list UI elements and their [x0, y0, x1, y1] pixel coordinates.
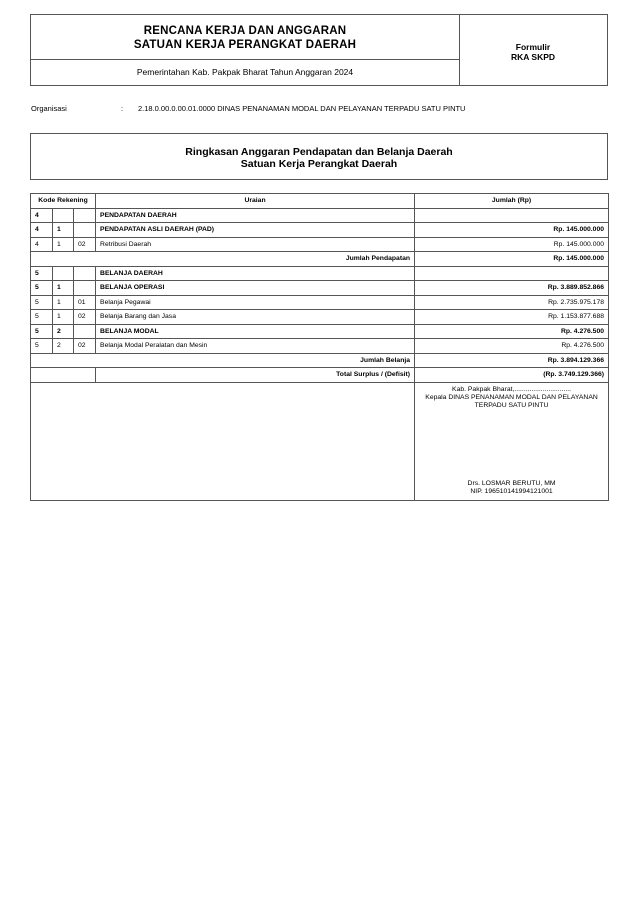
jumlah-belanja-value: Rp. 3.894.129.366 [415, 353, 609, 368]
kode-2: 1 [53, 223, 74, 238]
table-header-row [31, 194, 609, 209]
kode-2 [53, 208, 74, 223]
form-label: Formulir [515, 42, 551, 52]
table-row [31, 324, 609, 339]
jumlah: Rp. 2.735.975.178 [415, 295, 609, 310]
surplus-row [31, 368, 609, 383]
kode-3 [74, 324, 96, 339]
table-row [31, 295, 609, 310]
uraian: BELANJA OPERASI [96, 281, 415, 296]
signature-role-line2: TERPADU SATU PINTU [474, 401, 549, 409]
kode-1: 5 [31, 295, 53, 310]
surplus-label: Total Surplus / (Defisit) [96, 368, 415, 383]
signature-role-line1: Kepala DINAS PENANAMAN MODAL DAN PELAYANAN [425, 393, 598, 401]
kode-2: 1 [53, 237, 74, 252]
kode-2: 2 [53, 324, 74, 339]
jumlah: Rp. 4.276.500 [415, 324, 609, 339]
header-kode-rekening: Kode Rekening [31, 194, 96, 209]
kode-3 [74, 208, 96, 223]
signature-blank [31, 382, 415, 500]
jumlah [415, 208, 609, 223]
uraian: PENDAPATAN DAERAH [96, 208, 415, 223]
header-title-line2: SATUAN KERJA PERANGKAT DAERAH [133, 39, 357, 51]
table-row [31, 208, 609, 223]
kode-3 [74, 266, 96, 281]
form-code: RKA SKPD [510, 52, 556, 62]
jumlah-pendapatan-row [31, 252, 609, 267]
signature-cell [415, 382, 609, 500]
surplus-blank [31, 368, 96, 383]
header-left [31, 15, 460, 85]
jumlah: Rp. 3.889.852.866 [415, 281, 609, 296]
table-row [31, 223, 609, 238]
table-row [31, 237, 609, 252]
kode-2: 1 [53, 310, 74, 325]
kode-1: 5 [31, 310, 53, 325]
table-row [31, 281, 609, 296]
summary-title-line2: Satuan Kerja Perangkat Daerah [240, 158, 398, 170]
surplus-value: (Rp. 3.749.129.366) [415, 368, 609, 383]
kode-1: 5 [31, 266, 53, 281]
organisasi-colon: : [121, 104, 124, 113]
kode-1: 4 [31, 208, 53, 223]
signature-block [419, 383, 604, 499]
header-uraian: Uraian [96, 194, 415, 209]
uraian: PENDAPATAN ASLI DAERAH (PAD) [96, 223, 415, 238]
jumlah-pendapatan-label: Jumlah Pendapatan [31, 252, 415, 267]
kode-1: 5 [31, 339, 53, 354]
uraian: BELANJA MODAL [96, 324, 415, 339]
kode-3: 02 [74, 237, 96, 252]
header-title-box [31, 15, 459, 60]
kode-1: 5 [31, 281, 53, 296]
kode-2: 1 [53, 281, 74, 296]
budget-table [30, 193, 609, 501]
uraian: Belanja Barang dan Jasa [96, 310, 415, 325]
kode-3: 02 [74, 339, 96, 354]
organisasi-label: Organisasi [31, 104, 67, 113]
jumlah-pendapatan-value: Rp. 145.000.000 [415, 252, 609, 267]
document-header [30, 14, 608, 86]
kode-1: 5 [31, 324, 53, 339]
signature-nip: NIP. 196510141994121001 [470, 487, 553, 495]
jumlah: Rp. 4.276.500 [415, 339, 609, 354]
uraian: BELANJA DAERAH [96, 266, 415, 281]
header-subtitle: Pemerintahan Kab. Pakpak Bharat Tahun Anggaran 2024 [136, 67, 354, 77]
kode-3 [74, 281, 96, 296]
form-code-box [459, 15, 607, 85]
table-row [31, 339, 609, 354]
header-jumlah: Jumlah (Rp) [415, 194, 609, 209]
kode-2: 1 [53, 295, 74, 310]
kode-2: 2 [53, 339, 74, 354]
summary-title-box [30, 133, 608, 180]
kode-1: 4 [31, 237, 53, 252]
organisasi-value: 2.18.0.00.0.00.01.0000 DINAS PENANAMAN MODAL DAN PELAYANAN TERPADU SATU PINTU [138, 104, 466, 113]
summary-title-line1: Ringkasan Anggaran Pendapatan dan Belanja Daerah [185, 146, 453, 158]
uraian: Belanja Pegawai [96, 295, 415, 310]
jumlah: Rp. 145.000.000 [415, 223, 609, 238]
signature-place: Kab. Pakpak Bharat,.............................. [452, 385, 572, 393]
jumlah: Rp. 145.000.000 [415, 237, 609, 252]
kode-1: 4 [31, 223, 53, 238]
signature-name: Drs. LOSMAR BERUTU, MM [467, 479, 556, 487]
uraian: Retribusi Daerah [96, 237, 415, 252]
header-title-line1: RENCANA KERJA DAN ANGGARAN [143, 25, 347, 37]
kode-3 [74, 223, 96, 238]
kode-2 [53, 266, 74, 281]
jumlah [415, 266, 609, 281]
signature-row [31, 382, 609, 500]
jumlah-belanja-row [31, 353, 609, 368]
jumlah-belanja-label: Jumlah Belanja [31, 353, 415, 368]
jumlah: Rp. 1.153.877.688 [415, 310, 609, 325]
table-row [31, 310, 609, 325]
uraian: Belanja Modal Peralatan dan Mesin [96, 339, 415, 354]
table-row [31, 266, 609, 281]
kode-3: 02 [74, 310, 96, 325]
kode-3: 01 [74, 295, 96, 310]
